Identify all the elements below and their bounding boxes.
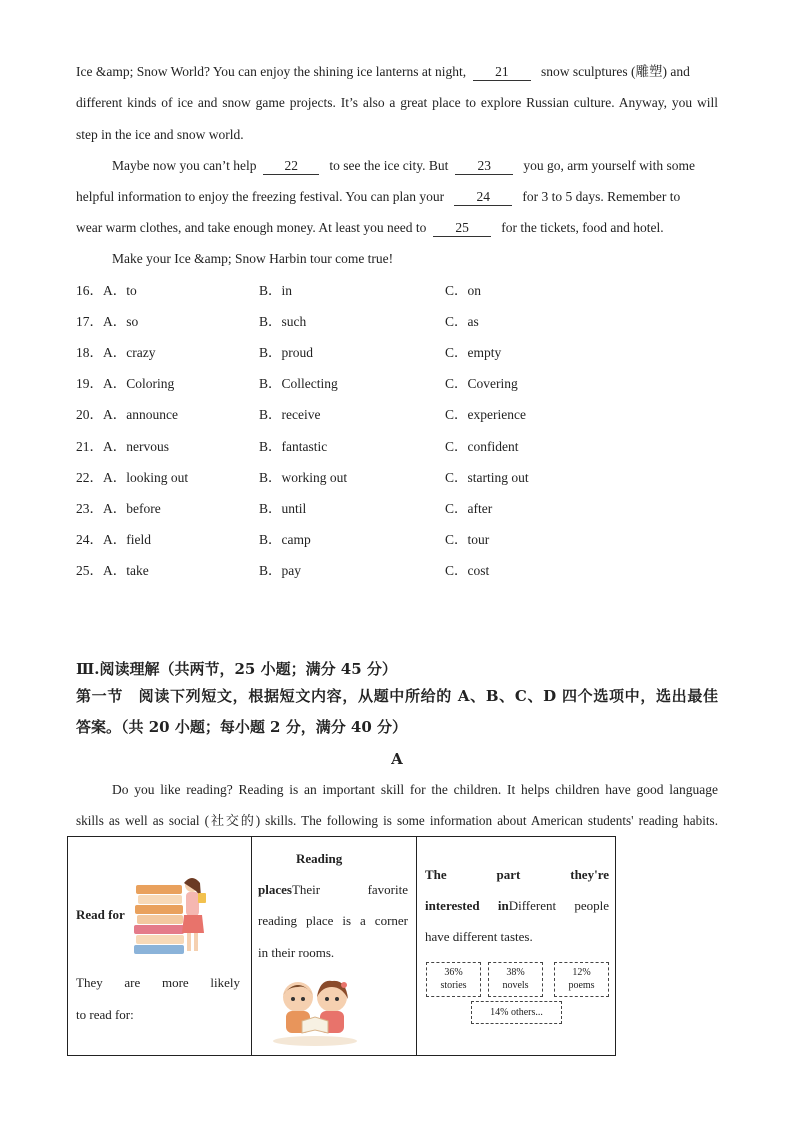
question-25: 25．A．take <box>76 563 149 578</box>
passage-text: for the tickets, food and hotel. <box>501 220 664 235</box>
option-b: B．until <box>259 501 307 516</box>
question-19: 19．A．Coloring <box>76 376 175 391</box>
passage-letter: A <box>391 750 403 768</box>
option-a: to <box>126 283 137 298</box>
intro-line-1: Do you like reading? Reading is an important skill for the children. It helps children have good language <box>112 782 718 797</box>
option-b: B．camp <box>259 532 311 547</box>
interest-title-2: interested in <box>425 898 509 913</box>
option-a: field <box>126 532 151 547</box>
option-b: B．fantastic <box>259 439 328 454</box>
books-girl-illustration <box>132 875 208 959</box>
stat-box-stories: 36% stories <box>426 962 481 997</box>
option-c: C．starting out <box>445 470 529 485</box>
passage-line-1 <box>76 62 718 82</box>
instructions-line-1: 第一节 阅读下列短文，根据短文内容，从题中所给的 A、B、C、D 四个选项中，选出最佳 <box>76 687 718 705</box>
passage-line-7: Make your Ice &amp; Snow Harbin tour come true! <box>112 251 394 266</box>
option-a: Coloring <box>126 376 175 391</box>
passage-text: wear warm clothes, and take enough money. At least you need to <box>76 220 427 235</box>
option-c: C．cost <box>445 563 490 578</box>
interest-title-1: The part they're <box>425 867 609 882</box>
blank-22: 22 <box>263 158 319 175</box>
read-for-text-2: to read for: <box>76 1007 134 1022</box>
question-22: 22．A．looking out <box>76 470 189 485</box>
reading-girl-icon <box>132 875 208 959</box>
question-16: 16．A．to <box>76 283 137 298</box>
option-c: C．experience <box>445 407 526 422</box>
kids-reading-icon <box>268 975 362 1047</box>
stat-box-others: 14% others... <box>471 1001 562 1024</box>
option-a: crazy <box>126 345 156 360</box>
question-23: 23．A．before <box>76 501 161 516</box>
passage-line-6 <box>76 218 718 238</box>
passage-text: Maybe now you can’t help <box>112 158 257 173</box>
option-c: C．tour <box>445 532 490 547</box>
section-title: Ⅲ.阅读理解（共两节，25 小题；满分 45 分） <box>76 660 397 678</box>
intro-line-2: skills as well as social (社交的) skills. The following is some information about American students' reading habits. <box>76 813 718 828</box>
stat-box-poems: 12% poems <box>554 962 609 997</box>
reading-places-line-2: reading place is a corner <box>258 913 408 928</box>
option-a: looking out <box>126 470 189 485</box>
option-c: C．confident <box>445 439 519 454</box>
blank-24: 24 <box>454 189 512 206</box>
option-a: take <box>126 563 149 578</box>
passage-text: for 3 to 5 days. Remember to <box>522 189 681 204</box>
blank-23: 23 <box>455 158 513 175</box>
reading-places-title-2: places <box>258 882 292 897</box>
children-reading-illustration <box>268 975 362 1047</box>
passage-text: you go, arm yourself with some <box>523 158 696 173</box>
interest-text: Different people <box>508 898 609 913</box>
reading-places-title-1: Reading <box>296 851 343 866</box>
option-b: B．in <box>259 283 293 298</box>
stat-box-novels: 38% novels <box>488 962 543 997</box>
passage-text: Ice &amp; Snow World? You can enjoy the shining ice lanterns at night, <box>76 64 467 79</box>
option-b: B．working out <box>259 470 348 485</box>
option-c: C．empty <box>445 345 502 360</box>
question-21: 21．A．nervous <box>76 439 169 454</box>
column-divider <box>251 837 252 1055</box>
question-17: 17．A．so <box>76 314 139 329</box>
option-c: C．after <box>445 501 493 516</box>
reading-habits-table <box>67 836 616 1056</box>
passage-line-2: different kinds of ice and snow game projects. It’s also a great place to explore Russian culture. Anyway, you will <box>76 95 718 110</box>
option-c: C．Covering <box>445 376 518 391</box>
column-divider <box>416 837 417 1055</box>
read-for-text-1: They are more likely <box>76 975 240 990</box>
option-c: C．on <box>445 283 482 298</box>
passage-line-5 <box>76 187 718 207</box>
interest-line-1 <box>425 890 609 921</box>
passage-text: to see the ice city. But <box>329 158 449 173</box>
question-24: 24．A．field <box>76 532 151 547</box>
option-b: B．pay <box>259 563 301 578</box>
option-a: so <box>126 314 139 329</box>
option-a: nervous <box>126 439 169 454</box>
question-18: 18．A．crazy <box>76 345 156 360</box>
passage-line-3: step in the ice and snow world. <box>76 127 244 142</box>
passage-text: helpful information to enjoy the freezing festival. You can plan your <box>76 189 445 204</box>
reading-places-text: Their favorite <box>291 882 408 897</box>
question-20: 20．A．announce <box>76 407 178 422</box>
read-for-title: Read for <box>76 907 125 922</box>
passage-text: snow sculptures (雕塑) and <box>540 64 690 79</box>
option-b: B．such <box>259 314 307 329</box>
instructions-line-2: 答案。（共 20 小题；每小题 2 分，满分 40 分） <box>76 718 408 736</box>
option-a: announce <box>126 407 178 422</box>
option-a: before <box>126 501 161 516</box>
reading-places-line-3: in their rooms. <box>258 945 335 960</box>
option-b: B．Collecting <box>259 376 338 391</box>
option-b: B．proud <box>259 345 313 360</box>
blank-25: 25 <box>433 220 491 237</box>
reading-places-line-1 <box>258 874 408 905</box>
interest-line-2: have different tastes. <box>425 929 533 944</box>
blank-21: 21 <box>473 64 531 81</box>
passage-line-4 <box>112 156 718 176</box>
option-b: B．receive <box>259 407 321 422</box>
option-c: C．as <box>445 314 479 329</box>
